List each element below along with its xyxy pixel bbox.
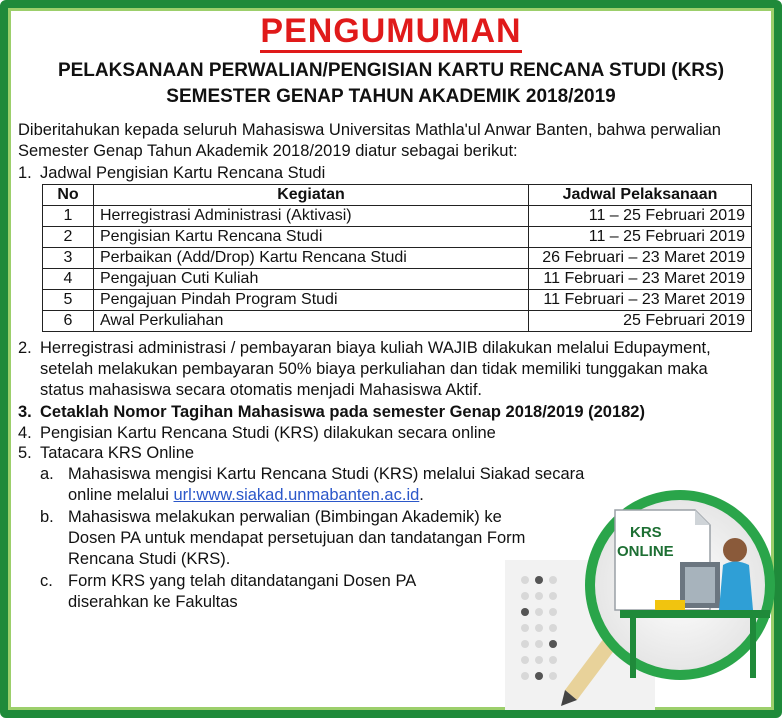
item-4: 4. Pengisian Kartu Rencana Studi (KRS) dilakukan secara online <box>18 424 496 442</box>
sub-item-b: b. Mahasiswa melakukan perwalian (Bimbingan Akademik) ke Dosen PA untuk mendapat persetujuan dan tandatangan Form Rencana Studi (KRS). <box>40 508 526 568</box>
subtitle-line-2: SEMESTER GENAP TAHUN AKADEMIK 2018/2019 <box>166 86 616 107</box>
item-1: 1. Jadwal Pengisian Kartu Rencana Studi <box>18 164 326 182</box>
subtitle-line-1: PELAKSANAAN PERWALIAN/PENGISIAN KARTU RENCANA STUDI (KRS) <box>57 60 725 81</box>
intro-line-2: Semester Genap Tahun Akademik 2018/2019 diatur sebagai berikut: <box>18 142 518 160</box>
krs-online-illustration <box>505 440 775 710</box>
badge-krs: KRS <box>630 524 662 541</box>
intro-line-1: Diberitahukan kepada seluruh Mahasiswa Universitas Mathla'ul Anwar Banten, bahwa perwalian <box>18 121 721 139</box>
badge-online: ONLINE <box>617 543 674 560</box>
sub-item-c: c. Form KRS yang telah ditandatangani Dosen PA diserahkan ke Fakultas <box>40 572 417 611</box>
table-row: 3 Perbaikan (Add/Drop) Kartu Rencana Studi 26 Februari – 23 Maret 2019 <box>43 248 752 269</box>
header-jadwal: Jadwal Pelaksanaan <box>529 185 752 206</box>
table-row: 2 Pengisian Kartu Rencana Studi 11 – 25 Februari 2019 <box>43 227 752 248</box>
table-row: 6 Awal Perkuliahan 25 Februari 2019 <box>43 311 752 332</box>
header-kegiatan: Kegiatan <box>94 185 529 206</box>
siakad-link[interactable]: url:www.siakad.unmabanten.ac.id <box>173 486 420 504</box>
schedule-table <box>42 184 752 332</box>
table-row: 1 Herregistrasi Administrasi (Aktivasi) 11 – 25 Februari 2019 <box>43 206 752 227</box>
item-3: 3. Cetaklah Nomor Tagihan Mahasiswa pada semester Genap 2018/2019 (20182) <box>18 403 645 421</box>
page-title: PENGUMUMAN <box>0 12 782 51</box>
header-no: No <box>43 185 94 206</box>
table-row: 5 Pengajuan Pindah Program Studi 11 Februari – 23 Maret 2019 <box>43 290 752 311</box>
table-header-row <box>43 185 752 206</box>
sub-item-a: a. Mahasiswa mengisi Kartu Rencana Studi (KRS) melalui Siakad secara online melalui url:www.siakad.unmabanten.ac.id. <box>40 465 585 504</box>
table-row: 4 Pengajuan Cuti Kuliah 11 Februari – 23 Maret 2019 <box>43 269 752 290</box>
intro-paragraph <box>18 120 768 162</box>
item-2: 2. Herregistrasi administrasi / pembayaran biaya kuliah WAJIB dilakukan melalui Edupayment, setelah melakukan pembayaran 50% biaya perkuliahan dan tidak memiliki tunggakan maka status mahasiswa secara otomatis menjadi Mahasiswa Aktif. <box>18 339 711 399</box>
item-5: 5. Tatacara KRS Online <box>18 444 195 462</box>
